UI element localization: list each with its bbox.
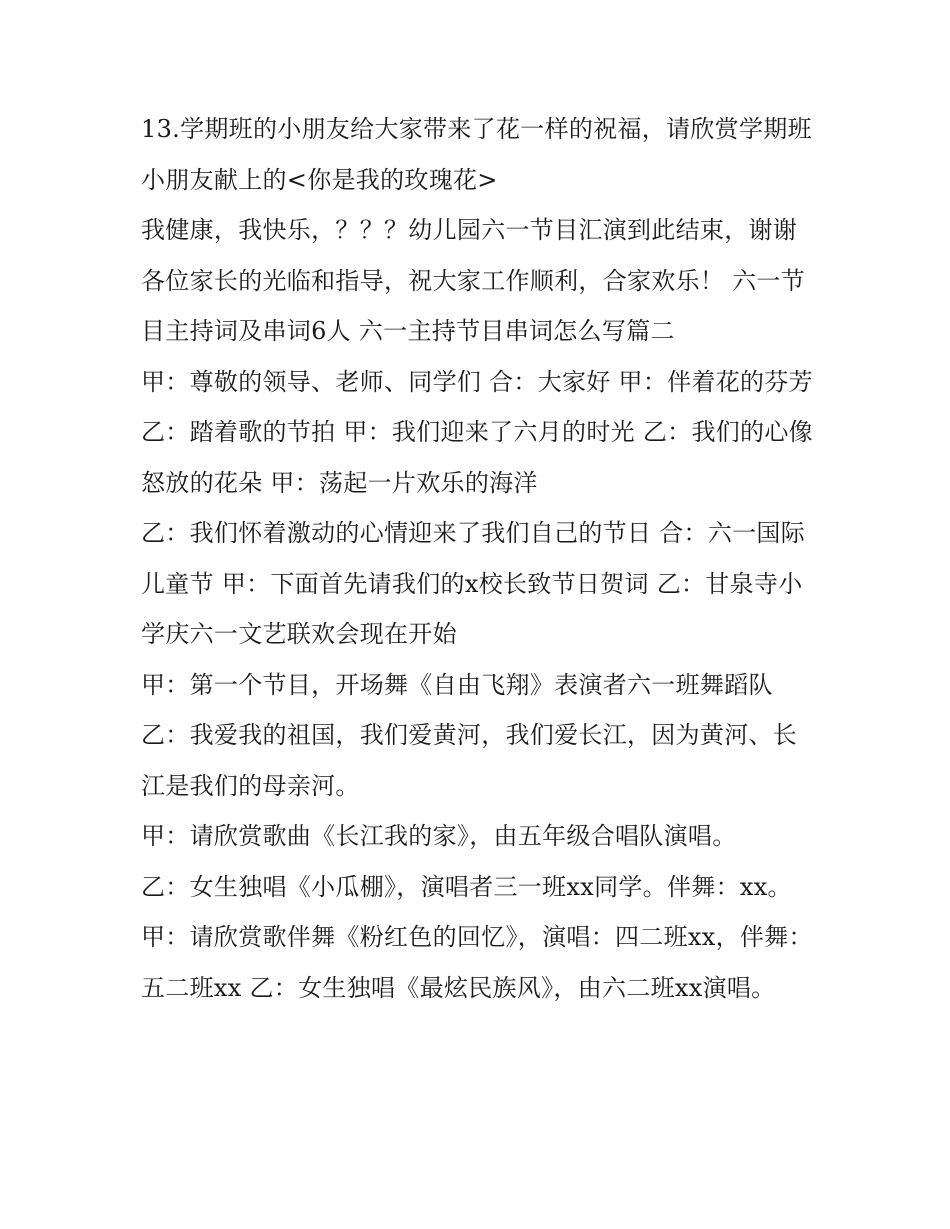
paragraph-8: 乙：女生独唱《小瓜棚》，演唱者三一班xx同学。伴舞：xx。 (141, 872, 792, 901)
paragraph-9: 甲：请欣赏歌伴舞《粉红色的回忆》，演唱：四二班xx，伴舞：五二班xx 乙：女生独唱《最炫民族风》，由六二班xx演唱。 (141, 923, 813, 1002)
paragraph-4: 乙：我们怀着激动的心情迎来了我们自己的节日 合：六一国际儿童节 甲：下面首先请我们的x校长致节日贺词 乙：甘泉寺小学庆六一文艺联欢会现在开始 (141, 519, 806, 648)
paragraph-1: 13.学期班的小朋友给大家带来了花一样的祝福，请欣赏学期班小朋友献上的<你是我的玫瑰花> (141, 115, 812, 194)
paragraph-7: 甲：请欣赏歌曲《长江我的家》，由五年级合唱队演唱。 (141, 822, 737, 850)
paragraph-3: 甲：尊敬的领导、老师、同学们 合：大家好 甲：伴着花的芬芳 乙：踏着歌的节拍 甲：我们迎来了六月的时光 乙：我们的心像怒放的花朵 甲：荡起一片欢乐的海洋 (141, 367, 813, 497)
paragraph-2: 我健康，我快乐，？？？幼儿园六一节目汇演到此结束，谢谢各位家长的光临和指导，祝大家工作顺利，合家欢乐！ 六一节目主持词及串词6人 六一主持节目串词怎么写篇二 (141, 216, 806, 345)
document-body (141, 104, 813, 1013)
paragraph-5: 甲：第一个节目，开场舞《自由飞翔》表演者六一班舞蹈队 (141, 670, 773, 699)
paragraph-6: 乙：我爱我的祖国，我们爱黄河，我们爱长江，因为黄河、长江是我们的母亲河。 (141, 721, 798, 800)
